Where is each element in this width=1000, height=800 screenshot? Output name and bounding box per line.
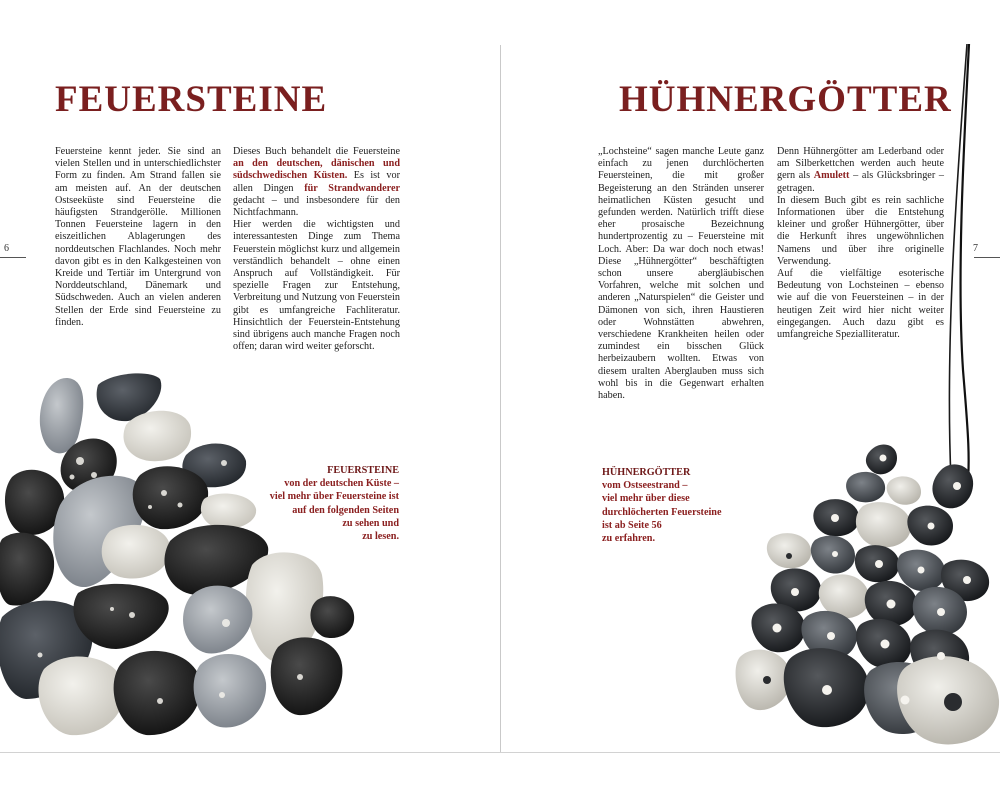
caption-line: FEUERSTEINE bbox=[327, 465, 399, 476]
column2-paragraph-2: In diesem Buch gibt es rein sachliche Informationen über die Entstehung kleiner und großer Hühnergötter, über die Herkunft ihres ungewöhnlichen Namens und über ihre originelle Verwendung. bbox=[777, 194, 944, 267]
caption-line: zu lesen. bbox=[362, 531, 399, 543]
column2-text-b: Es ist vor allen Dingen bbox=[233, 170, 400, 194]
column2-paragraph-3: Auf die vielfältige esoterische Bedeutung von Lochsteinen – ebenso wie auf die von Feuersteinen – in der heutigen Zeit wird hier nicht weiter eingegangen. Auch dazu gibt es umfangreiche Spezialliteratur. bbox=[777, 268, 944, 341]
caption-line: zu erfahren. bbox=[602, 533, 656, 545]
caption-line: auf den folgenden Seiten bbox=[292, 504, 399, 516]
page-title: FEUERSTEINE bbox=[55, 79, 328, 120]
right-page bbox=[501, 0, 1000, 752]
column2-text-a: Dieses Buch behandelt die Feuersteine bbox=[233, 146, 400, 157]
page-number-rule bbox=[0, 257, 26, 258]
column2-text-a: Denn Hühnergötter am Lederband oder am Silberkettchen werden auch heute gern als bbox=[777, 146, 944, 182]
column2-text-c: gedacht – und insbesondere für den Nichtfachmann. bbox=[233, 194, 400, 219]
caption-line: von der deutschen Küste – bbox=[284, 478, 399, 490]
column2-paragraph-2: Hier werden die wichtigsten und interessantesten Dinge zum Thema Feuerstein möglichst kurz und allgemein verständlich behandelt – ohne einen Anspruch auf Vollständigkeit. Für spezielle Fragen zur Entstehung, Verbreitung und Nutzung von Feuerstein gibt es umfangreiche Fachliteratur. Hinsichtlich der Feuerstein-Entstehung sind übrigens auch manche Fragen noch offen; daran wird weiter geforscht. bbox=[233, 219, 400, 353]
flint-stones bbox=[0, 373, 354, 735]
column2-highlight-amulet: Amulett bbox=[813, 170, 850, 182]
column2-text-b: – als Glücksbringer – getragen. bbox=[777, 170, 944, 194]
text-column-2 bbox=[233, 146, 400, 353]
page-number: 7 bbox=[973, 243, 978, 254]
caption-line: ist ab Seite 56 bbox=[602, 519, 662, 531]
page-title: HÜHNERGÖTTER bbox=[619, 79, 952, 120]
caption-line: vom Ostseestrand – bbox=[602, 480, 688, 492]
leather-cord bbox=[949, 44, 967, 480]
flint-stones-photo bbox=[0, 365, 360, 750]
page-number: 6 bbox=[4, 243, 9, 254]
text-column-1: „Lochsteine“ sagen manche Leute ganz einfach zu jenen durchlöcherten Feuersteinen, die mit großer Begeisterung an den Stränden unserer heimatlichen Küsten gesucht und gefunden werden. Natürlich trifft diese eher prosaische Bezeichnung hundertprozentig zu – Feuersteine mit Loch. Aber: Da war doch noch etwas! Diese „Hühnergötter“ beschäftigten schon unsere abergläubischen Vorfahren, welche mit solchen und anderen „Naturspielen“ die Geister und Dämonen von sich, ihren Haustieren oder Wohnstätten abwehren, verschiedene Krankheiten heilen oder zumindest ein bisschen Glück herbeizaubern wollten. Etwas von diesem uralten Aberglauben muss sich wohl bis in die Gegenwart erhalten haben. bbox=[598, 146, 764, 402]
caption-line: viel mehr über Feuersteine ist bbox=[269, 491, 399, 503]
page-bottom-edge bbox=[0, 752, 1000, 753]
caption-line: zu sehen und bbox=[342, 517, 399, 529]
left-page bbox=[0, 0, 500, 752]
hag-stones-photo bbox=[731, 40, 1000, 750]
caption-line: durchlöcherten Feuersteine bbox=[602, 506, 722, 518]
caption-line: HÜHNERGÖTTER bbox=[602, 467, 691, 478]
column2-highlight-beachwalkers: für Strandwanderer bbox=[304, 182, 400, 194]
caption-line: viel mehr über diese bbox=[602, 493, 690, 505]
text-column-1: Feuersteine kennt jeder. Sie sind an vielen Stellen und in unterschiedlichster Form zu finden. Am Strand fallen sie am meisten auf. An der deutschen Ostseeküste sind Feuersteine die häufigsten Strandgerölle. Millionen Tonnen Feuersteine lagern in den eiszeitlichen Ablagerungen des norddeutschen Flachlandes. Noch mehr davon gibt es in den Kalkgesteinen von Kreide und Tertiär im Untergrund von Norddeutschland, Dänemark und Südschweden. Auch an vielen anderen Stellen der Erde sind Feuersteine zu finden. bbox=[55, 146, 221, 328]
column2-highlight-coasts: an den deutschen, dänischen und südschwedischen Küsten. bbox=[233, 158, 400, 182]
